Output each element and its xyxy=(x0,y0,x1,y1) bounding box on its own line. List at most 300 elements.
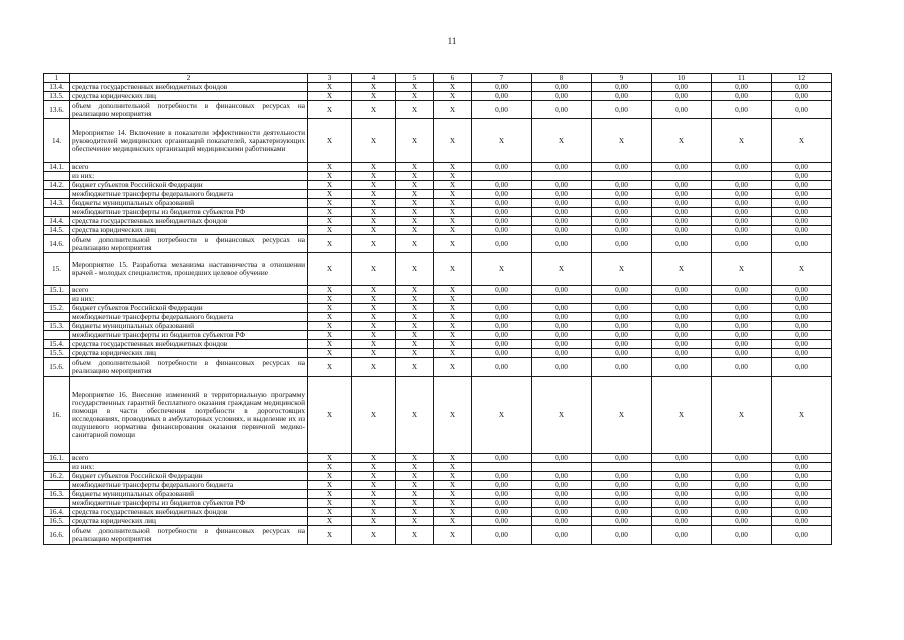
value-cell: 0,00 xyxy=(472,208,532,217)
marker-cell: X xyxy=(434,286,472,295)
value-cell: 0,00 xyxy=(652,331,712,340)
marker-cell: X xyxy=(352,119,396,163)
value-cell: 0,00 xyxy=(592,349,652,358)
value-cell xyxy=(712,295,772,304)
value-cell: 0,00 xyxy=(772,226,832,235)
value-cell: 0,00 xyxy=(472,181,532,190)
value-cell: 0,00 xyxy=(652,304,712,313)
row-label: средства государственных внебюджетных фондов xyxy=(70,508,308,517)
value-cell: 0,00 xyxy=(592,454,652,463)
table-row xyxy=(44,101,832,119)
value-cell: 0,00 xyxy=(652,83,712,92)
marker-cell: X xyxy=(308,499,352,508)
value-cell: 0,00 xyxy=(652,235,712,253)
row-label: всего xyxy=(70,163,308,172)
value-cell: 0,00 xyxy=(772,208,832,217)
value-cell: 0,00 xyxy=(772,217,832,226)
row-number xyxy=(44,463,70,472)
marker-cell: X xyxy=(396,226,434,235)
marker-cell: X xyxy=(352,172,396,181)
row-label: средства государственных внебюджетных фондов xyxy=(70,340,308,349)
value-cell: 0,00 xyxy=(772,481,832,490)
row-label: межбюджетные трансферты федерального бюджета xyxy=(70,190,308,199)
row-number: 15.1. xyxy=(44,286,70,295)
value-cell: 0,00 xyxy=(592,526,652,545)
value-cell: 0,00 xyxy=(772,454,832,463)
row-label: межбюджетные трансферты федерального бюджета xyxy=(70,313,308,322)
value-cell xyxy=(652,295,712,304)
table-row xyxy=(44,235,832,253)
value-cell: 0,00 xyxy=(592,92,652,101)
row-number: 14.4. xyxy=(44,217,70,226)
column-header: 3 xyxy=(308,74,352,83)
value-cell: 0,00 xyxy=(772,517,832,526)
row-number xyxy=(44,295,70,304)
value-cell: 0,00 xyxy=(712,472,772,481)
row-number: 15. xyxy=(44,253,70,286)
row-number: 16.4. xyxy=(44,508,70,517)
value-cell: 0,00 xyxy=(772,508,832,517)
value-cell: 0,00 xyxy=(532,286,592,295)
marker-cell: X xyxy=(396,119,434,163)
value-cell: 0,00 xyxy=(472,217,532,226)
marker-cell: X xyxy=(308,92,352,101)
marker-cell: X xyxy=(434,377,472,454)
value-cell: 0,00 xyxy=(652,163,712,172)
row-label: бюджет субъектов Российской Федерации xyxy=(70,472,308,481)
value-cell: 0,00 xyxy=(592,208,652,217)
value-cell: 0,00 xyxy=(772,235,832,253)
column-header: 12 xyxy=(772,74,832,83)
row-number: 16. xyxy=(44,377,70,454)
marker-cell: X xyxy=(396,163,434,172)
marker-cell: X xyxy=(352,481,396,490)
marker-cell: X xyxy=(308,304,352,313)
value-cell: 0,00 xyxy=(472,490,532,499)
value-cell: 0,00 xyxy=(532,508,592,517)
value-cell xyxy=(712,463,772,472)
value-cell: 0,00 xyxy=(652,490,712,499)
marker-cell: X xyxy=(434,181,472,190)
value-cell: 0,00 xyxy=(652,226,712,235)
value-cell: 0,00 xyxy=(652,313,712,322)
value-cell: 0,00 xyxy=(652,190,712,199)
value-cell: 0,00 xyxy=(592,83,652,92)
marker-cell: X xyxy=(352,101,396,119)
value-cell xyxy=(532,463,592,472)
value-cell: 0,00 xyxy=(712,163,772,172)
value-cell: 0,00 xyxy=(592,499,652,508)
value-cell: 0,00 xyxy=(712,304,772,313)
value-cell: 0,00 xyxy=(532,217,592,226)
table-row xyxy=(44,226,832,235)
row-number: 16.3. xyxy=(44,490,70,499)
value-cell: 0,00 xyxy=(532,490,592,499)
table-row xyxy=(44,313,832,322)
row-number: 16.2. xyxy=(44,472,70,481)
value-cell: 0,00 xyxy=(592,313,652,322)
value-cell: 0,00 xyxy=(712,481,772,490)
marker-cell: X xyxy=(308,463,352,472)
value-cell: 0,00 xyxy=(772,340,832,349)
row-number: 14.5. xyxy=(44,226,70,235)
row-number: 15.5. xyxy=(44,349,70,358)
marker-cell: X xyxy=(308,163,352,172)
table-row xyxy=(44,331,832,340)
marker-cell: X xyxy=(352,226,396,235)
table-row xyxy=(44,181,832,190)
marker-cell: X xyxy=(352,349,396,358)
value-cell: X xyxy=(472,253,532,286)
marker-cell: X xyxy=(352,235,396,253)
value-cell: 0,00 xyxy=(772,463,832,472)
value-cell: X xyxy=(712,119,772,163)
marker-cell: X xyxy=(352,190,396,199)
row-label: объем дополнительной потребности в финансовых ресурсах на реализацию мероприятия xyxy=(70,358,308,377)
marker-cell: X xyxy=(396,340,434,349)
table-row xyxy=(44,322,832,331)
column-header: 7 xyxy=(472,74,532,83)
column-header: 6 xyxy=(434,74,472,83)
value-cell: 0,00 xyxy=(712,358,772,377)
value-cell: 0,00 xyxy=(532,313,592,322)
value-cell: 0,00 xyxy=(592,331,652,340)
row-number: 15.3. xyxy=(44,322,70,331)
marker-cell: X xyxy=(308,208,352,217)
value-cell xyxy=(472,172,532,181)
value-cell: 0,00 xyxy=(772,83,832,92)
value-cell: 0,00 xyxy=(712,83,772,92)
value-cell: 0,00 xyxy=(712,322,772,331)
value-cell xyxy=(652,172,712,181)
value-cell: 0,00 xyxy=(592,235,652,253)
value-cell: 0,00 xyxy=(652,499,712,508)
value-cell: 0,00 xyxy=(532,92,592,101)
marker-cell: X xyxy=(434,526,472,545)
marker-cell: X xyxy=(308,217,352,226)
marker-cell: X xyxy=(308,508,352,517)
column-header: 10 xyxy=(652,74,712,83)
marker-cell: X xyxy=(434,313,472,322)
value-cell: 0,00 xyxy=(772,358,832,377)
row-label: средства государственных внебюджетных фондов xyxy=(70,83,308,92)
value-cell: 0,00 xyxy=(712,190,772,199)
marker-cell: X xyxy=(308,481,352,490)
value-cell: 0,00 xyxy=(772,472,832,481)
value-cell: 0,00 xyxy=(472,190,532,199)
value-cell: 0,00 xyxy=(532,472,592,481)
value-cell: 0,00 xyxy=(592,163,652,172)
table-row xyxy=(44,349,832,358)
table-row xyxy=(44,163,832,172)
row-number: 15.6. xyxy=(44,358,70,377)
marker-cell: X xyxy=(396,517,434,526)
value-cell: X xyxy=(592,253,652,286)
value-cell: 0,00 xyxy=(472,472,532,481)
value-cell: 0,00 xyxy=(712,508,772,517)
row-label: межбюджетные трансферты федерального бюджета xyxy=(70,481,308,490)
value-cell: 0,00 xyxy=(652,208,712,217)
row-number: 16.6. xyxy=(44,526,70,545)
column-header: 9 xyxy=(592,74,652,83)
value-cell: 0,00 xyxy=(532,235,592,253)
marker-cell: X xyxy=(352,304,396,313)
column-header: 2 xyxy=(70,74,308,83)
table-row xyxy=(44,199,832,208)
marker-cell: X xyxy=(396,172,434,181)
row-number: 15.4. xyxy=(44,340,70,349)
marker-cell: X xyxy=(434,101,472,119)
value-cell: 0,00 xyxy=(652,358,712,377)
row-number: 13.5. xyxy=(44,92,70,101)
marker-cell: X xyxy=(434,340,472,349)
column-header: 5 xyxy=(396,74,434,83)
marker-cell: X xyxy=(308,490,352,499)
marker-cell: X xyxy=(308,101,352,119)
marker-cell: X xyxy=(308,358,352,377)
row-number xyxy=(44,481,70,490)
value-cell: 0,00 xyxy=(532,163,592,172)
value-cell: 0,00 xyxy=(532,322,592,331)
value-cell: 0,00 xyxy=(472,340,532,349)
row-label: из них: xyxy=(70,463,308,472)
marker-cell: X xyxy=(396,349,434,358)
marker-cell: X xyxy=(352,163,396,172)
marker-cell: X xyxy=(396,481,434,490)
table-row xyxy=(44,517,832,526)
marker-cell: X xyxy=(434,83,472,92)
value-cell: 0,00 xyxy=(772,172,832,181)
marker-cell: X xyxy=(434,163,472,172)
marker-cell: X xyxy=(308,313,352,322)
table-row xyxy=(44,286,832,295)
value-cell: 0,00 xyxy=(592,304,652,313)
value-cell: 0,00 xyxy=(472,481,532,490)
value-cell: 0,00 xyxy=(712,226,772,235)
row-number: 14.6. xyxy=(44,235,70,253)
value-cell: 0,00 xyxy=(772,295,832,304)
value-cell: 0,00 xyxy=(472,526,532,545)
value-cell: 0,00 xyxy=(532,499,592,508)
value-cell: 0,00 xyxy=(772,499,832,508)
marker-cell: X xyxy=(352,322,396,331)
value-cell: 0,00 xyxy=(652,340,712,349)
value-cell: 0,00 xyxy=(772,92,832,101)
value-cell: X xyxy=(652,253,712,286)
marker-cell: X xyxy=(352,526,396,545)
row-label: бюджеты муниципальных образований xyxy=(70,490,308,499)
marker-cell: X xyxy=(308,340,352,349)
row-label: Мероприятие 16. Внесение изменений в территориальную программу государственных гарантий бесплатного оказания гражданам медицинской помощи в части обеспечения потребности в дорогостоящих исследованиях, проводимых в амбулаторных условиях, и выделение их из подушевого норматива финансирования оказания первичной медико-санитарной помощи xyxy=(70,377,308,454)
value-cell: 0,00 xyxy=(472,101,532,119)
marker-cell: X xyxy=(434,463,472,472)
marker-cell: X xyxy=(308,235,352,253)
table-row xyxy=(44,208,832,217)
value-cell: 0,00 xyxy=(712,217,772,226)
row-number: 14. xyxy=(44,119,70,163)
marker-cell: X xyxy=(434,508,472,517)
row-number: 16.5. xyxy=(44,517,70,526)
marker-cell: X xyxy=(396,101,434,119)
marker-cell: X xyxy=(308,331,352,340)
marker-cell: X xyxy=(308,472,352,481)
table-row xyxy=(44,190,832,199)
marker-cell: X xyxy=(396,472,434,481)
value-cell: 0,00 xyxy=(472,163,532,172)
table-row xyxy=(44,340,832,349)
marker-cell: X xyxy=(308,377,352,454)
row-number xyxy=(44,499,70,508)
value-cell: 0,00 xyxy=(772,526,832,545)
marker-cell: X xyxy=(352,472,396,481)
value-cell: X xyxy=(472,119,532,163)
marker-cell: X xyxy=(308,119,352,163)
marker-cell: X xyxy=(434,217,472,226)
value-cell: 0,00 xyxy=(592,481,652,490)
marker-cell: X xyxy=(352,313,396,322)
row-number: 13.6. xyxy=(44,101,70,119)
value-cell: 0,00 xyxy=(712,101,772,119)
row-label: бюджет субъектов Российской Федерации xyxy=(70,304,308,313)
value-cell: 0,00 xyxy=(712,92,772,101)
value-cell: 0,00 xyxy=(652,349,712,358)
row-number xyxy=(44,190,70,199)
value-cell: 0,00 xyxy=(472,358,532,377)
value-cell xyxy=(652,463,712,472)
row-label: всего xyxy=(70,286,308,295)
marker-cell: X xyxy=(396,253,434,286)
row-number xyxy=(44,313,70,322)
marker-cell: X xyxy=(434,349,472,358)
value-cell xyxy=(592,463,652,472)
value-cell: X xyxy=(712,253,772,286)
marker-cell: X xyxy=(308,83,352,92)
table-row xyxy=(44,490,832,499)
value-cell: 0,00 xyxy=(532,517,592,526)
value-cell: 0,00 xyxy=(652,322,712,331)
marker-cell: X xyxy=(352,199,396,208)
value-cell: 0,00 xyxy=(712,454,772,463)
table-row xyxy=(44,508,832,517)
row-label: средства юридических лиц xyxy=(70,226,308,235)
marker-cell: X xyxy=(352,208,396,217)
row-label: объем дополнительной потребности в финансовых ресурсах на реализацию мероприятия xyxy=(70,235,308,253)
value-cell: 0,00 xyxy=(472,517,532,526)
row-label: всего xyxy=(70,454,308,463)
marker-cell: X xyxy=(434,490,472,499)
marker-cell: X xyxy=(352,217,396,226)
marker-cell: X xyxy=(352,286,396,295)
value-cell: 0,00 xyxy=(652,481,712,490)
column-header: 1 xyxy=(44,74,70,83)
value-cell: 0,00 xyxy=(472,508,532,517)
marker-cell: X xyxy=(396,92,434,101)
table-row xyxy=(44,92,832,101)
marker-cell: X xyxy=(352,181,396,190)
value-cell: 0,00 xyxy=(592,322,652,331)
value-cell: 0,00 xyxy=(532,226,592,235)
value-cell: 0,00 xyxy=(772,490,832,499)
marker-cell: X xyxy=(396,208,434,217)
value-cell: 0,00 xyxy=(472,331,532,340)
marker-cell: X xyxy=(434,253,472,286)
value-cell: X xyxy=(772,253,832,286)
marker-cell: X xyxy=(396,217,434,226)
table-row xyxy=(44,304,832,313)
marker-cell: X xyxy=(434,295,472,304)
value-cell xyxy=(712,172,772,181)
value-cell: X xyxy=(652,377,712,454)
marker-cell: X xyxy=(352,508,396,517)
marker-cell: X xyxy=(396,358,434,377)
table-row xyxy=(44,83,832,92)
row-label: Мероприятие 14. Включение в показатели эффективности деятельности руководителей медицинских организаций показателей, характеризующих обеспечение медицинских организаций медицинскими работниками xyxy=(70,119,308,163)
marker-cell: X xyxy=(352,454,396,463)
row-number xyxy=(44,331,70,340)
value-cell: 0,00 xyxy=(472,304,532,313)
value-cell: 0,00 xyxy=(532,349,592,358)
value-cell: 0,00 xyxy=(592,199,652,208)
marker-cell: X xyxy=(396,499,434,508)
marker-cell: X xyxy=(434,235,472,253)
value-cell: 0,00 xyxy=(712,499,772,508)
marker-cell: X xyxy=(308,454,352,463)
value-cell: X xyxy=(532,119,592,163)
value-cell xyxy=(592,295,652,304)
value-cell: X xyxy=(592,119,652,163)
value-cell: 0,00 xyxy=(592,472,652,481)
value-cell: 0,00 xyxy=(472,454,532,463)
marker-cell: X xyxy=(396,181,434,190)
value-cell: 0,00 xyxy=(592,217,652,226)
page-number: 11 xyxy=(447,36,457,46)
marker-cell: X xyxy=(308,253,352,286)
value-cell: 0,00 xyxy=(772,322,832,331)
value-cell: 0,00 xyxy=(532,331,592,340)
marker-cell: X xyxy=(352,490,396,499)
value-cell: 0,00 xyxy=(652,508,712,517)
marker-cell: X xyxy=(434,454,472,463)
table-row xyxy=(44,119,832,163)
marker-cell: X xyxy=(396,508,434,517)
value-cell: 0,00 xyxy=(712,181,772,190)
value-cell: 0,00 xyxy=(472,499,532,508)
value-cell: 0,00 xyxy=(592,340,652,349)
row-number: 13.4. xyxy=(44,83,70,92)
row-label: межбюджетные трансферты из бюджетов субъектов РФ xyxy=(70,331,308,340)
value-cell: X xyxy=(712,377,772,454)
row-number: 15.2. xyxy=(44,304,70,313)
value-cell: 0,00 xyxy=(652,286,712,295)
row-label: бюджеты муниципальных образований xyxy=(70,322,308,331)
value-cell: 0,00 xyxy=(532,101,592,119)
value-cell: 0,00 xyxy=(472,92,532,101)
value-cell: 0,00 xyxy=(472,235,532,253)
table-row xyxy=(44,295,832,304)
marker-cell: X xyxy=(396,286,434,295)
marker-cell: X xyxy=(396,377,434,454)
value-cell: 0,00 xyxy=(652,101,712,119)
marker-cell: X xyxy=(352,499,396,508)
row-number xyxy=(44,208,70,217)
row-label: объем дополнительной потребности в финансовых ресурсах на реализацию мероприятия xyxy=(70,526,308,545)
value-cell: 0,00 xyxy=(772,304,832,313)
table-row xyxy=(44,253,832,286)
table-row xyxy=(44,463,832,472)
table-body xyxy=(44,74,832,545)
value-cell: 0,00 xyxy=(712,490,772,499)
row-label: из них: xyxy=(70,295,308,304)
